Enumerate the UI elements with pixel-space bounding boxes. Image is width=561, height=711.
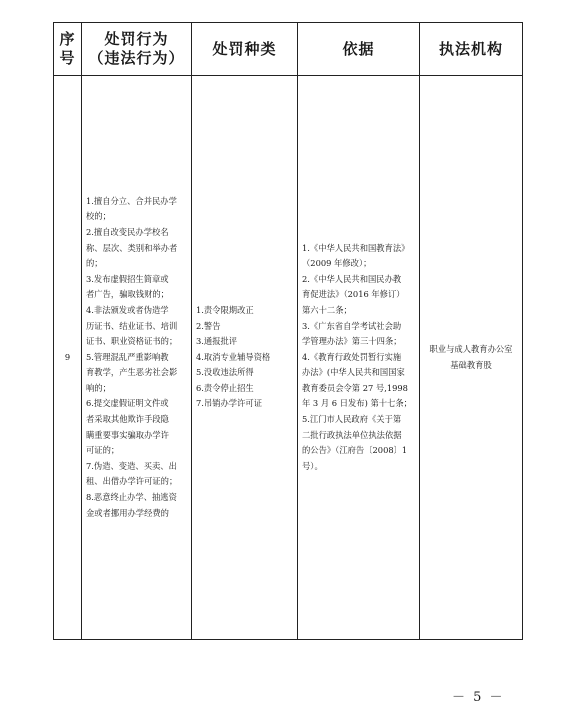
- behavior-line: 校的；: [86, 211, 111, 222]
- header-basis: 依据: [298, 23, 420, 76]
- agency-line: 职业与成人教育办公室: [429, 343, 513, 354]
- basis-line: 1.《中华人民共和国教育法》: [302, 242, 410, 253]
- kind-item: 5.没收违法所得: [196, 367, 254, 378]
- header-seq-line2: 号: [59, 49, 76, 67]
- kind-item: 4.取消专业辅导资格: [196, 351, 271, 362]
- basis-line: 4.《教育行政处罚暂行实施: [302, 351, 402, 362]
- row-seq-cell: 9: [54, 76, 82, 640]
- table-row: [54, 76, 523, 640]
- kind-list: [192, 303, 297, 412]
- behavior-list: [82, 194, 191, 521]
- header-behavior: [82, 23, 192, 76]
- header-agency: 执法机构: [420, 23, 523, 76]
- behavior-line: 1.擅自分立、合并民办学: [86, 195, 177, 206]
- page-number: － 5 －: [452, 690, 505, 705]
- kind-item: 1.责令限期改正: [196, 304, 254, 315]
- basis-line: （2009 年修改）；: [302, 258, 372, 269]
- behavior-line: 者广告，骗取钱财的；: [86, 289, 169, 300]
- basis-line: 年 3 月 6 日发布) 第十七条；: [302, 398, 412, 409]
- behavior-line: 育教学，产生恶劣社会影: [86, 367, 178, 378]
- header-behavior-line2: （违法行为）: [88, 49, 185, 67]
- penalty-table: [53, 22, 523, 640]
- agency-line: 基础教育股: [450, 359, 492, 370]
- behavior-line: 者采取其他欺诈手段隐: [86, 414, 169, 425]
- behavior-line: 7.伪造、变造、买卖、出: [86, 460, 177, 471]
- header-behavior-line1: 处罚行为: [104, 30, 169, 48]
- header-seq-line1: 序: [59, 30, 76, 48]
- header-seq: [54, 23, 82, 76]
- behavior-line: 5.管理混乱严重影响教: [86, 351, 169, 362]
- behavior-line: 响的；: [86, 382, 111, 393]
- basis-list: [298, 241, 419, 475]
- behavior-line: 4.非法颁发或者伪造学: [86, 304, 169, 315]
- behavior-line: 2.擅自改变民办学校名: [86, 226, 169, 237]
- behavior-line: 租、出借办学许可证的；: [86, 476, 178, 487]
- behavior-line: 历证书、结业证书、培训: [86, 320, 178, 331]
- behavior-line: 可证的；: [86, 445, 120, 456]
- basis-line: 3.《广东省自学考试社会助: [302, 320, 402, 331]
- basis-line: 办法》(中华人民共和国国家: [302, 367, 405, 378]
- behavior-line: 8.恶意终止办学、抽逃资: [86, 492, 177, 503]
- row-behavior-cell: [82, 76, 192, 640]
- basis-line: 号）。: [302, 460, 323, 471]
- behavior-line: 称、层次、类别和举办者: [86, 242, 178, 253]
- basis-line: 教育委员会令第 27 号,1998: [302, 382, 408, 393]
- basis-line: 育促进法》（2016 年修订）: [302, 289, 405, 300]
- kind-item: 2.警告: [196, 320, 221, 331]
- row-kind-cell: [192, 76, 298, 640]
- behavior-line: 6.提交虚假证明文件或: [86, 398, 169, 409]
- behavior-line: 证书、职业资格证书的；: [86, 336, 178, 347]
- behavior-line: 金或者挪用办学经费的: [86, 507, 169, 518]
- header-kind: 处罚种类: [192, 23, 298, 76]
- basis-line: 5.江门市人民政府《关于第: [302, 414, 402, 425]
- kind-item: 3.通报批评: [196, 336, 238, 347]
- basis-line: 第六十二条；: [302, 304, 352, 315]
- behavior-line: 的；: [86, 258, 103, 269]
- basis-line: 的公告》（江府告〔2008〕1: [302, 445, 408, 456]
- behavior-line: 3.发布虚假招生简章或: [86, 273, 169, 284]
- row-agency-cell: [420, 76, 523, 640]
- basis-line: 学管理办法》第三十四条；: [302, 336, 402, 347]
- row-basis-cell: [298, 76, 420, 640]
- kind-item: 6.责令停止招生: [196, 382, 254, 393]
- kind-item: 7.吊销办学许可证: [196, 398, 262, 409]
- table-header-row: [54, 23, 523, 76]
- behavior-line: 瞒重要事实骗取办学许: [86, 429, 169, 440]
- basis-line: 二批行政执法单位执法依据: [302, 429, 402, 440]
- agency-list: [420, 342, 522, 373]
- basis-line: 2.《中华人民共和国民办教: [302, 273, 402, 284]
